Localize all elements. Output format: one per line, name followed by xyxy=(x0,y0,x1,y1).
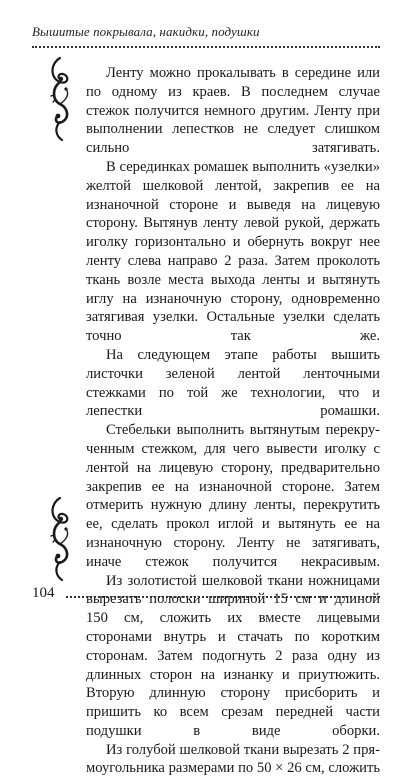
running-head: Вышитые покрывала, накидки, подушки xyxy=(32,24,260,39)
body-text xyxy=(86,64,380,778)
paragraph: Из голубой шелковой ткани вырезать 2 прямоугольника размерами по 50 × 26 см, сложить xyxy=(86,741,380,777)
paragraph: Стебельки выполнить вытянутым перекрученным стежком, для чего вывести иголку с лентой на лицевую сторону, предварительно закрепив ее на изнаночной стороне. Затем отмерить нужную длину ленты, перекрутить ее, сделать прокол иглой и вытянуть ее на изнаночную сторону. Ленту не затягивать, иначе стежок получится некрасивым. xyxy=(86,422,380,570)
footer-dotted-rule xyxy=(66,596,380,598)
paragraph: В серединках ромашек выполнить «узелки» желтой шелковой лентой, закрепив ее на изнаночной стороне и выведя на лицевую сторону. Вытянув ленту левой рукой, держать иголку горизонтально и обернуть вокруг нее ленту слева направо 2 раза. Затем проколоть ткань возле места выхода ленты и вытянуть иглу на изнаночную сторону, одновременно затягивая узелки. Остальные узелки сделать точно так же. xyxy=(86,158,380,345)
paragraph: Из золотистой шелковой ткани ножницами вырезать полоски шириной 15 см и длиной 150 см, сложить их вместе лицевыми сторонами внутрь и стачать по коротким сторонам. Затем подогнуть 2 раза одну из длинных сторон на изнанку и приутюжить. Вторую длинную сторону присборить и пришить ко всем срезам передней части подушки в виде оборки. xyxy=(86,572,380,739)
flourish-ornament-icon xyxy=(46,56,74,142)
page-number: 104 xyxy=(32,585,55,601)
flourish-ornament-icon xyxy=(46,496,74,582)
header-dotted-rule xyxy=(32,46,380,48)
paragraph: Ленту можно прокалывать в середине или по одному из краев. В последнем случае стежок получится немного другим. Ленту при выполнении лепестков не следует слишком сильно затягивать. xyxy=(86,65,380,157)
page-footer xyxy=(32,585,380,607)
paragraph: На следующем этапе работы вышить листочки зеленой лентой ленточными стежками по той же технологии, что и лепестки ромашки. xyxy=(86,346,380,420)
